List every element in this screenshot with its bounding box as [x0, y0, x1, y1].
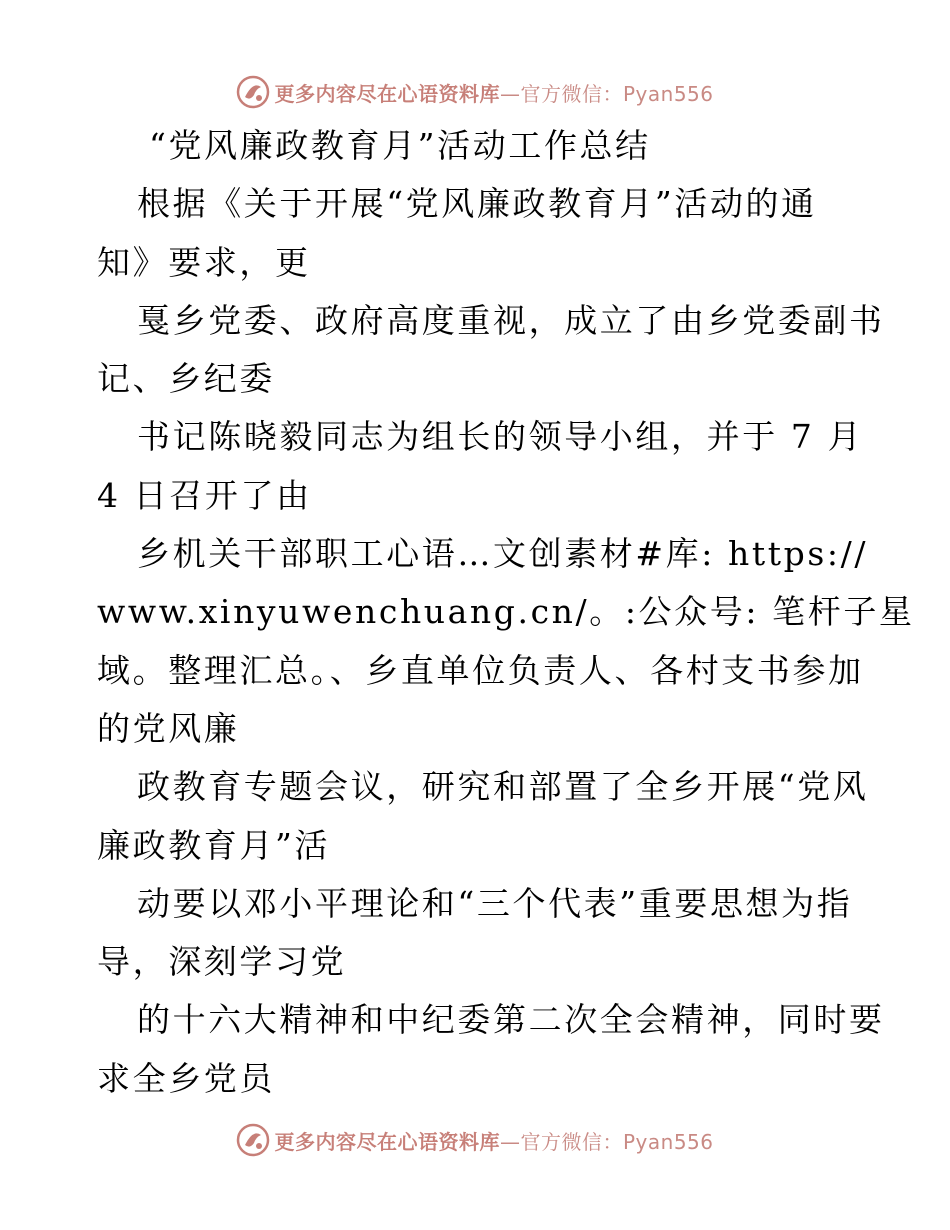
footer-watermark — [0, 1120, 950, 1160]
text-line: 政教育专题会议，研究和部置了全乡开展“党风 — [137, 767, 869, 807]
text-line: 的十六大精神和中纪委第二次全会精神，同时要 — [137, 1000, 885, 1040]
watermark-dash: — — [499, 81, 521, 106]
watermark-dash: — — [499, 1129, 521, 1154]
text-line: 书记陈晓毅同志为组长的领导小组，并于 7 月 — [137, 417, 864, 457]
watermark-text — [274, 78, 713, 107]
document-body — [97, 117, 915, 1108]
logo-seal-icon — [236, 75, 270, 109]
watermark-text — [274, 1126, 713, 1155]
text-line: 域。整理汇总。、乡直单位负责人、各村支书参加 — [97, 650, 864, 690]
logo-seal-icon — [236, 1123, 270, 1157]
text-line: 4 日召开了由 — [97, 475, 312, 515]
watermark-brand: 更多内容尽在心语资料库 — [274, 1129, 500, 1154]
text-line: 知》要求，更 — [97, 242, 311, 282]
watermark-wechat-id: Pyan556 — [622, 81, 714, 106]
text-line: 的党风廉 — [97, 708, 240, 748]
watermark-wechat-label: 官方微信： — [520, 81, 623, 106]
watermark-wechat-id: Pyan556 — [622, 1129, 714, 1154]
text-line: 根据《关于开展“党风廉政教育月”活动的通 — [137, 184, 817, 224]
watermark-brand: 更多内容尽在心语资料库 — [274, 81, 500, 106]
text-line: www.xinyuwenchuang.cn/。:公众号: 笔杆子星 — [97, 592, 915, 632]
text-line: 动要以邓小平理论和“三个代表”重要思想为指 — [137, 883, 853, 923]
watermark-wechat-label: 官方微信： — [520, 1129, 623, 1154]
text-line: 廉政教育月”活 — [97, 825, 331, 865]
header-watermark — [0, 72, 950, 112]
text-line: 求全乡党员 — [97, 1058, 275, 1098]
text-line: 戛乡党委、政府高度重视，成立了由乡党委副书 — [137, 300, 885, 340]
text-line: 记、乡纪委 — [97, 359, 275, 399]
text-line: 乡机关干部职工心语…文创素材#库: https:// — [137, 534, 869, 574]
text-line: 导，深刻学习党 — [97, 942, 347, 982]
document-title: “党风廉政教育月”活动工作总结 — [149, 126, 651, 165]
